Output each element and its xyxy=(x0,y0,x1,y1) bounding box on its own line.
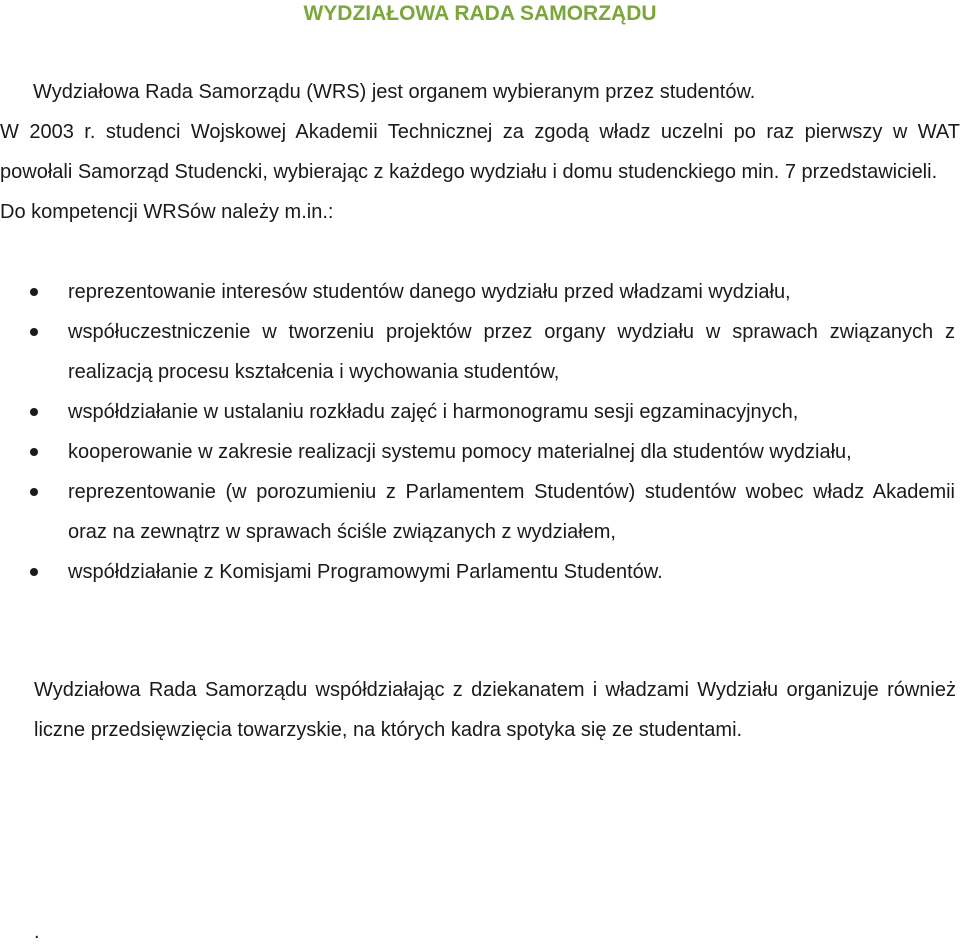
list-item-text: reprezentowanie interesów studentów danego wydziału przed władzami wydziału, xyxy=(68,281,791,303)
bullet-icon xyxy=(30,328,38,336)
list-item xyxy=(0,392,960,432)
bullet-icon xyxy=(30,408,38,416)
list-item-text: współdziałanie w ustalaniu rozkładu zajęć i harmonogramu sesji egzaminacyjnych, xyxy=(68,401,799,423)
list-item xyxy=(0,472,960,552)
list-item xyxy=(0,272,960,312)
list-item-text: współdziałanie z Komisjami Programowymi Parlamentu Studentów. xyxy=(68,561,663,583)
list-item xyxy=(0,432,960,472)
bullet-icon xyxy=(30,488,38,496)
list-item xyxy=(0,552,960,592)
intro-paragraph: W 2003 r. studenci Wojskowej Akademii Technicznej za zgodą władz uczelni po raz pierwszy w WAT powołali Samorząd Studencki, wybierając z każdego wydziału i domu studenckiego min. 7 przedstawicieli. xyxy=(0,121,960,183)
list-item xyxy=(0,312,960,392)
list-item-text: reprezentowanie (w porozumieniu z Parlamentem Studentów) studentów wobec władz Akademii oraz na zewnątrz w sprawach ściśle związanych z wydziałem, xyxy=(68,481,955,543)
final-mark: . xyxy=(34,921,40,943)
closing-paragraph: Wydziałowa Rada Samorządu współdziałając z dziekanatem i władzami Wydziału organizuje również liczne przedsięwzięcia towarzyskie, na których kadra spotyka się ze studentami. xyxy=(34,679,956,741)
list-item-text: współuczestniczenie w tworzeniu projektów przez organy wydziału w sprawach związanych z realizacją procesu kształcenia i wychowania studentów, xyxy=(68,321,955,383)
document-title: WYDZIAŁOWA RADA SAMORZĄDU xyxy=(303,2,657,25)
competences-list xyxy=(0,272,960,592)
bullet-icon xyxy=(30,448,38,456)
bullet-icon xyxy=(30,568,38,576)
bullet-icon xyxy=(30,288,38,296)
intro-section xyxy=(0,72,960,232)
competences-heading: Do kompetencji WRSów należy m.in.: xyxy=(0,201,334,223)
intro-line: Wydziałowa Rada Samorządu (WRS) jest organem wybieranym przez studentów. xyxy=(33,81,756,103)
list-item-text: kooperowanie w zakresie realizacji systemu pomocy materialnej dla studentów wydziału, xyxy=(68,441,852,463)
